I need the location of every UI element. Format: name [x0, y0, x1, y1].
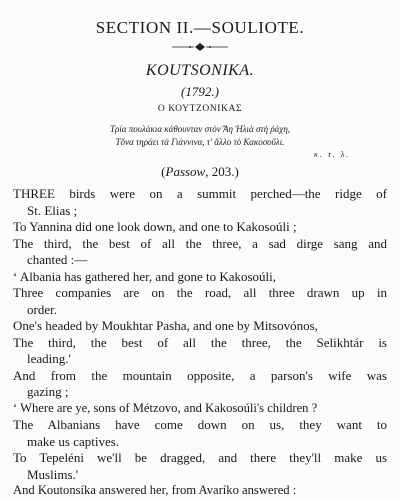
source-citation: [0, 164, 400, 180]
poem-line: And Koutonsíka answered her, from Avaríko answered :: [13, 483, 297, 497]
poem-line: THREE birds were on a summit perched—the ridge of: [13, 186, 387, 201]
poem-line: And from the mountain opposite, a parson's wife was: [13, 368, 387, 383]
section-heading: SECTION II.—SOULIOTE.: [95, 18, 305, 37]
source-name: Passow: [165, 164, 206, 179]
greek-title: Ο ΚΟΥΤΖΟΝΙΚΑΣ: [157, 104, 243, 114]
greek-line: Τὄνα τηράει τὰ Γιάννινα, τ' ἄλλο τὸ Κακοσοῦλι.: [115, 137, 285, 147]
greek-etc: κ. τ. λ.: [314, 150, 351, 159]
poem-line: The Albanians have come down on us, they want to: [13, 417, 387, 432]
greek-line: Τρία πουλάκια κάθουνταν στὸν Ἅη Ἠλιὰ στὴ ῥάχη,: [109, 124, 291, 134]
poem-line: Three companies are on the road, all three drawn up in: [13, 285, 387, 300]
poem-line: ‘ Where are ye, sons of Métzovo, and Kakosoúli's children ?: [13, 401, 318, 415]
poem-line: chanted :—: [27, 252, 88, 267]
poem-line: To Yannina did one look down, and one to Kakosoúli ;: [13, 219, 297, 234]
poem-title: KOUTSONIKA.: [145, 62, 255, 79]
poem-line: Muslims.': [27, 467, 79, 482]
poem-line: gazing ;: [27, 384, 69, 399]
poem-line: One's headed by Moukhtar Pasha, and one by Mitsovónos,: [13, 318, 318, 333]
poem-line: The third, the best of all the three, a sad dirge sang and: [13, 236, 387, 251]
poem-line: St. Elias ;: [27, 203, 78, 218]
poem-line: order.: [27, 302, 57, 317]
poem-line: make us captives.: [27, 434, 120, 449]
poem-line: leading.': [27, 351, 71, 366]
poem-line: ‘ Albania has gathered her, and gone to Kakosoúli,: [13, 269, 277, 284]
source-open: (: [161, 164, 166, 179]
poem-year: (1792.): [181, 84, 219, 99]
source-rest: , 203.): [205, 164, 239, 179]
poem-line: The third, the best of all the three, the Selikhtár is: [13, 335, 387, 350]
ornament-divider-icon: [170, 42, 230, 52]
poem-line: To Tepeléni we'll be dragged, and there they'll make us: [13, 450, 387, 465]
